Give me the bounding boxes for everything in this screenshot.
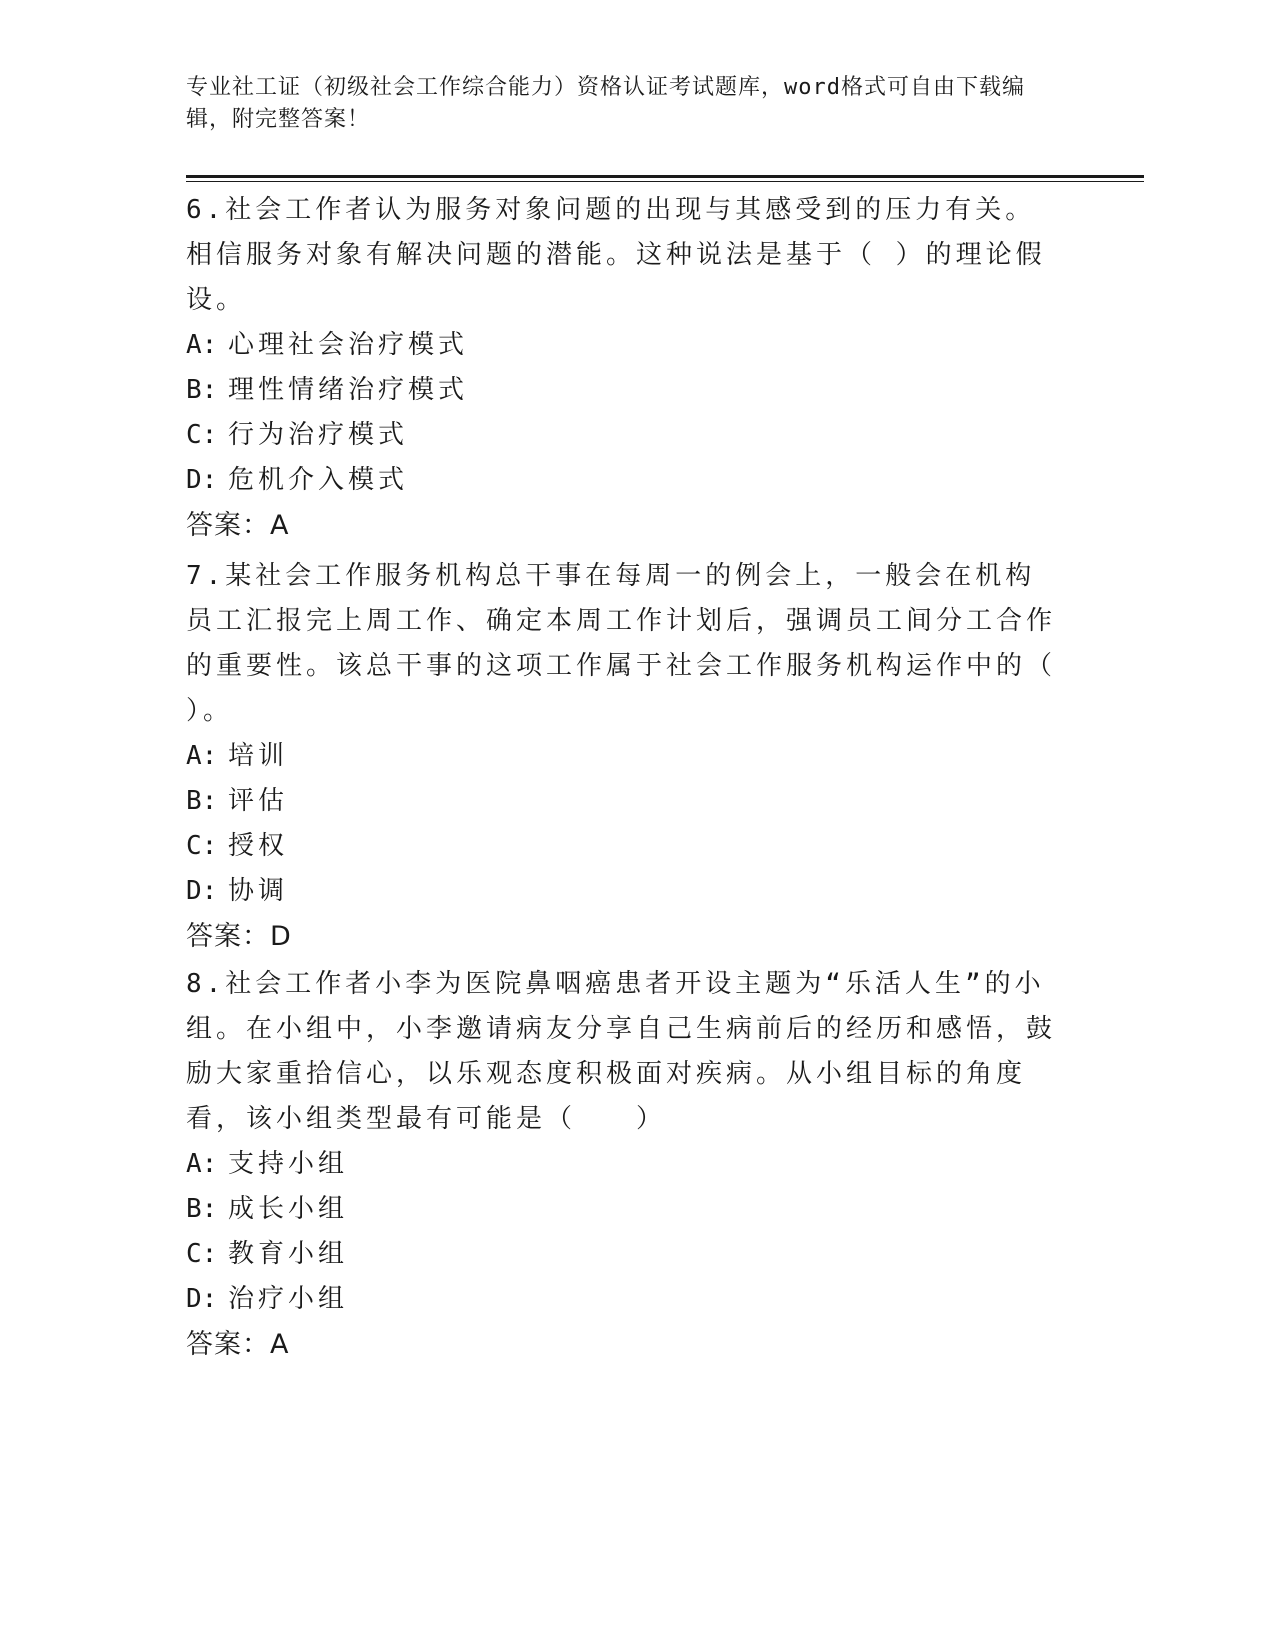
option-key: B: — [186, 375, 218, 405]
question-8 — [186, 962, 1056, 1367]
answer-line: 答案：D — [186, 921, 292, 952]
document-header: 专业社工证（初级社会工作综合能力）资格认证考试题库，word格式可自由下载编辑，附完整答案！ — [186, 75, 1025, 132]
option-c — [186, 413, 1056, 458]
option-key: B: — [186, 1194, 218, 1224]
option-a — [186, 323, 1056, 368]
option-d — [186, 1277, 1056, 1322]
option-text: 教育小组 — [228, 1239, 349, 1269]
option-b — [186, 779, 1056, 824]
option-key: C: — [186, 831, 218, 861]
option-key: A: — [186, 741, 218, 771]
option-a — [186, 1142, 1056, 1187]
option-b — [186, 1187, 1056, 1232]
option-text: 危机介入模式 — [228, 465, 409, 495]
option-key: D: — [186, 876, 218, 906]
option-a — [186, 734, 1056, 779]
option-b — [186, 368, 1056, 413]
question-stem: 7.某社会工作服务机构总干事在每周一的例会上，一般会在机构员工汇报完上周工作、确定本周工作计划后，强调员工间分工合作的重要性。该总干事的这项工作属于社会工作服务机构运作中的（ ）。 — [186, 561, 1057, 726]
option-key: D: — [186, 465, 218, 495]
option-key: D: — [186, 1284, 218, 1314]
option-key: C: — [186, 1239, 218, 1269]
option-c — [186, 824, 1056, 869]
question-stem: 6.社会工作者认为服务对象问题的出现与其感受到的压力有关。相信服务对象有解决问题的潜能。这种说法是基于（ ）的理论假设。 — [186, 195, 1046, 315]
question-stem: 8.社会工作者小李为医院鼻咽癌患者开设主题为“乐活人生”的小组。在小组中，小李邀请病友分享自己生病前后的经历和感悟，鼓励大家重拾信心，以乐观态度积极面对疾病。从小组目标的角度看，该小组类型最有可能是（ ） — [186, 969, 1057, 1134]
header-divider-thick — [186, 175, 1144, 178]
option-key: B: — [186, 786, 218, 816]
option-key: A: — [186, 1149, 218, 1179]
option-key: A: — [186, 330, 218, 360]
option-text: 理性情绪治疗模式 — [228, 375, 469, 405]
question-7 — [186, 554, 1056, 959]
header-divider-thin — [186, 181, 1144, 182]
option-text: 心理社会治疗模式 — [228, 330, 469, 360]
option-key: C: — [186, 420, 218, 450]
option-text: 成长小组 — [228, 1194, 349, 1224]
option-text: 支持小组 — [228, 1149, 349, 1179]
option-text: 评估 — [228, 786, 289, 816]
option-text: 授权 — [228, 831, 289, 861]
answer-line: 答案：A — [186, 1329, 290, 1360]
question-6 — [186, 188, 1056, 548]
option-text: 协调 — [228, 876, 289, 906]
option-text: 培训 — [228, 741, 289, 771]
option-text: 行为治疗模式 — [228, 420, 409, 450]
option-text: 治疗小组 — [228, 1284, 349, 1314]
option-c — [186, 1232, 1056, 1277]
option-d — [186, 869, 1056, 914]
option-d — [186, 458, 1056, 503]
answer-line: 答案：A — [186, 510, 290, 541]
